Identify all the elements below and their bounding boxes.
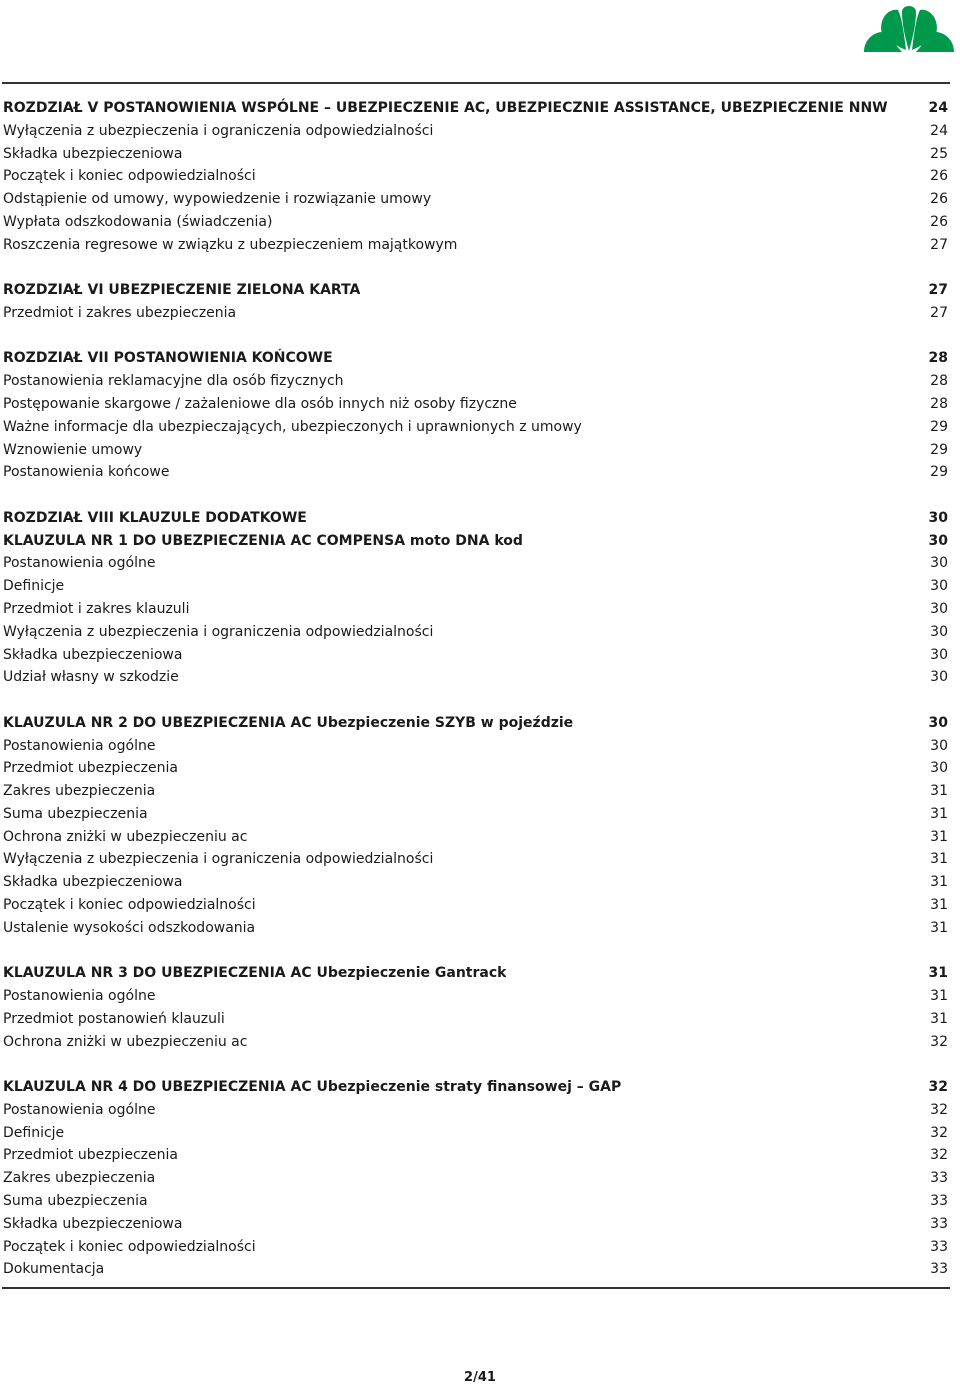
company-logo-icon [862, 4, 956, 54]
toc-entry-label: KLAUZULA NR 2 DO UBEZPIECZENIA AC Ubezpieczenie SZYB w pojeździe [3, 714, 574, 731]
top-rule [2, 82, 950, 84]
toc-entry[interactable] [3, 416, 948, 439]
toc-entry[interactable] [3, 1190, 948, 1213]
toc-entry-page: 30 [930, 600, 948, 617]
toc-entry-page: 30 [930, 737, 948, 754]
toc-entry-label: Postanowienia ogólne [3, 555, 156, 572]
toc-entry-page: 28 [930, 395, 948, 412]
toc-entry-label: Roszczenia regresowe w związku z ubezpieczeniem majątkowym [3, 236, 458, 253]
toc-entry[interactable] [3, 826, 948, 849]
toc-entry[interactable] [3, 211, 948, 234]
toc-entry[interactable] [3, 1099, 948, 1122]
toc-entry[interactable] [3, 552, 948, 575]
toc-entry-page: 27 [930, 304, 948, 321]
toc-entry-label: Postanowienia ogólne [3, 1101, 156, 1118]
toc-entry-page: 32 [930, 1124, 948, 1141]
toc-entry-page: 33 [930, 1193, 948, 1210]
bottom-rule [2, 1287, 950, 1289]
toc-entry[interactable] [3, 143, 948, 166]
toc-entry-page: 30 [930, 623, 948, 640]
toc-entry-label: Przedmiot ubezpieczenia [3, 760, 178, 777]
toc-entry-page: 26 [930, 191, 948, 208]
toc-entry-label: ROZDZIAŁ VI UBEZPIECZENIE ZIELONA KARTA [3, 282, 361, 299]
toc-entry-page: 31 [928, 965, 948, 982]
toc-entry[interactable] [3, 1122, 948, 1145]
toc-entry[interactable] [3, 780, 948, 803]
toc-entry-page: 30 [930, 669, 948, 686]
toc-entry[interactable] [3, 1008, 948, 1031]
toc-entry[interactable] [3, 1167, 948, 1190]
toc-entry[interactable] [3, 757, 948, 780]
toc-entry-page: 28 [928, 350, 948, 367]
toc-entry[interactable] [3, 1213, 948, 1236]
toc-heading[interactable] [3, 712, 948, 735]
toc-entry-label: Przedmiot postanowień klauzuli [3, 1010, 225, 1027]
toc-entry-label: Suma ubezpieczenia [3, 1193, 148, 1210]
toc-entry-page: 30 [930, 578, 948, 595]
page-number: 2/41 [464, 1370, 496, 1385]
toc-entry-label: Przedmiot ubezpieczenia [3, 1147, 178, 1164]
toc-heading[interactable] [3, 507, 948, 530]
toc-heading[interactable] [3, 97, 948, 120]
toc-entry-label: Ważne informacje dla ubezpieczających, ubezpieczonych i uprawnionych z umowy [3, 418, 582, 435]
toc-entry[interactable] [3, 439, 948, 462]
toc-entry-page: 30 [928, 714, 948, 731]
table-of-contents [3, 97, 948, 1281]
toc-entry-label: Ochrona zniżki w ubezpieczeniu ac [3, 1033, 248, 1050]
toc-heading[interactable] [3, 962, 948, 985]
toc-entry-page: 30 [928, 509, 948, 526]
toc-entry-label: Przedmiot i zakres klauzuli [3, 600, 190, 617]
toc-entry[interactable] [3, 848, 948, 871]
toc-entry-label: Przedmiot i zakres ubezpieczenia [3, 304, 237, 321]
toc-entry-label: Wznowienie umowy [3, 441, 143, 458]
toc-entry-label: Wyłączenia z ubezpieczenia i ograniczenia odpowiedzialności [3, 122, 434, 139]
toc-entry-label: Składka ubezpieczeniowa [3, 646, 183, 663]
toc-entry-page: 33 [930, 1261, 948, 1278]
toc-heading[interactable] [3, 279, 948, 302]
toc-entry-page: 24 [928, 100, 948, 116]
toc-entry-page: 29 [930, 464, 948, 481]
toc-entry-page: 31 [930, 919, 948, 936]
toc-entry-page: 30 [930, 555, 948, 572]
toc-entry[interactable] [3, 234, 948, 257]
toc-entry-label: Składka ubezpieczeniowa [3, 874, 183, 891]
toc-entry-page: 31 [930, 1010, 948, 1027]
toc-entry-label: Wyłączenia z ubezpieczenia i ograniczenia odpowiedzialności [3, 623, 434, 640]
toc-entry[interactable] [3, 985, 948, 1008]
toc-entry[interactable] [3, 894, 948, 917]
toc-entry-page: 31 [930, 805, 948, 822]
toc-entry[interactable] [3, 1031, 948, 1054]
toc-entry-page: 27 [928, 282, 948, 299]
toc-entry[interactable] [3, 302, 948, 325]
toc-entry-label: Wyłączenia z ubezpieczenia i ograniczenia odpowiedzialności [3, 851, 434, 868]
toc-entry-page: 31 [930, 851, 948, 868]
toc-entry-label: Odstąpienie od umowy, wypowiedzenie i rozwiązanie umowy [3, 191, 432, 208]
toc-entry[interactable] [3, 461, 948, 484]
toc-heading[interactable] [3, 530, 948, 553]
toc-entry[interactable] [3, 165, 948, 188]
toc-entry[interactable] [3, 598, 948, 621]
toc-entry[interactable] [3, 803, 948, 826]
toc-entry[interactable] [3, 735, 948, 758]
toc-entry-page: 31 [930, 783, 948, 800]
toc-entry-page: 31 [930, 874, 948, 891]
toc-entry[interactable] [3, 575, 948, 598]
toc-entry-label: Wypłata odszkodowania (świadczenia) [3, 213, 273, 230]
toc-entry-label: Postanowienia ogólne [3, 737, 156, 754]
toc-entry-label: Suma ubezpieczenia [3, 805, 148, 822]
toc-entry-page: 33 [930, 1170, 948, 1187]
toc-entry-label: KLAUZULA NR 4 DO UBEZPIECZENIA AC Ubezpieczenie straty finansowej – GAP [3, 1079, 622, 1096]
toc-entry-page: 29 [930, 418, 948, 435]
toc-entry-label: Składka ubezpieczeniowa [3, 145, 183, 162]
toc-entry-page: 32 [930, 1101, 948, 1118]
toc-entry-label: Definicje [3, 578, 65, 595]
toc-heading[interactable] [3, 1076, 948, 1099]
toc-entry-label: Zakres ubezpieczenia [3, 783, 156, 800]
toc-entry[interactable] [3, 188, 948, 211]
toc-entry-page: 30 [930, 646, 948, 663]
toc-entry-page: 30 [930, 760, 948, 777]
toc-entry-page: 33 [930, 1215, 948, 1232]
toc-entry-label: Postanowienia reklamacyjne dla osób fizycznych [3, 373, 344, 390]
toc-entry-label: Postępowanie skargowe / zażaleniowe dla osób innych niż osoby fizyczne [3, 395, 517, 412]
toc-entry[interactable] [3, 393, 948, 416]
toc-entry-page: 31 [930, 988, 948, 1005]
toc-entry-label: ROZDZIAŁ VII POSTANOWIENIA KOŃCOWE [3, 350, 333, 367]
toc-entry-label: Początek i koniec odpowiedzialności [3, 1238, 256, 1255]
toc-entry-label: ROZDZIAŁ V POSTANOWIENIA WSPÓLNE – UBEZPIECZENIE AC, UBEZPIECZNIE ASSISTANCE, UBEZPIECZENIE NNW [3, 100, 888, 116]
toc-entry-page: 24 [930, 122, 948, 139]
toc-entry-label: Składka ubezpieczeniowa [3, 1215, 183, 1232]
toc-heading[interactable] [3, 347, 948, 370]
toc-entry[interactable] [3, 644, 948, 667]
toc-entry-page: 31 [930, 828, 948, 845]
toc-entry[interactable] [3, 871, 948, 894]
toc-entry-page: 32 [930, 1147, 948, 1164]
toc-entry-page: 32 [928, 1079, 948, 1096]
toc-entry[interactable] [3, 621, 948, 644]
toc-entry-page: 26 [930, 213, 948, 230]
toc-entry[interactable] [3, 120, 948, 143]
toc-entry-page: 32 [930, 1033, 948, 1050]
toc-entry-label: Postanowienia końcowe [3, 464, 170, 481]
toc-entry-page: 25 [930, 145, 948, 162]
toc-entry[interactable] [3, 1144, 948, 1167]
toc-entry-label: Definicje [3, 1124, 65, 1141]
toc-entry-label: Początek i koniec odpowiedzialności [3, 168, 256, 185]
toc-entry-page: 30 [928, 532, 948, 549]
toc-entry-page: 27 [930, 236, 948, 253]
toc-entry-page: 29 [930, 441, 948, 458]
toc-entry-label: Ustalenie wysokości odszkodowania [3, 919, 256, 936]
toc-entry[interactable] [3, 1258, 948, 1281]
toc-entry[interactable] [3, 917, 948, 940]
toc-entry-label: ROZDZIAŁ VIII KLAUZULE DODATKOWE [3, 509, 307, 526]
toc-entry-label: KLAUZULA NR 3 DO UBEZPIECZENIA AC Ubezpieczenie Gantrack [3, 965, 507, 982]
toc-entry[interactable] [3, 370, 948, 393]
toc-entry-page: 31 [930, 897, 948, 914]
toc-entry[interactable] [3, 666, 948, 689]
toc-entry-label: KLAUZULA NR 1 DO UBEZPIECZENIA AC COMPENSA moto DNA kod [3, 532, 523, 549]
toc-entry-label: Udział własny w szkodzie [3, 669, 179, 686]
toc-entry-label: Początek i koniec odpowiedzialności [3, 897, 256, 914]
toc-entry-label: Dokumentacja [3, 1261, 105, 1278]
toc-entry-page: 33 [930, 1238, 948, 1255]
toc-entry-label: Ochrona zniżki w ubezpieczeniu ac [3, 828, 248, 845]
toc-entry-label: Postanowienia ogólne [3, 988, 156, 1005]
toc-entry-label: Zakres ubezpieczenia [3, 1170, 156, 1187]
toc-entry[interactable] [3, 1236, 948, 1259]
toc-entry-page: 26 [930, 168, 948, 185]
toc-entry-page: 28 [930, 373, 948, 390]
